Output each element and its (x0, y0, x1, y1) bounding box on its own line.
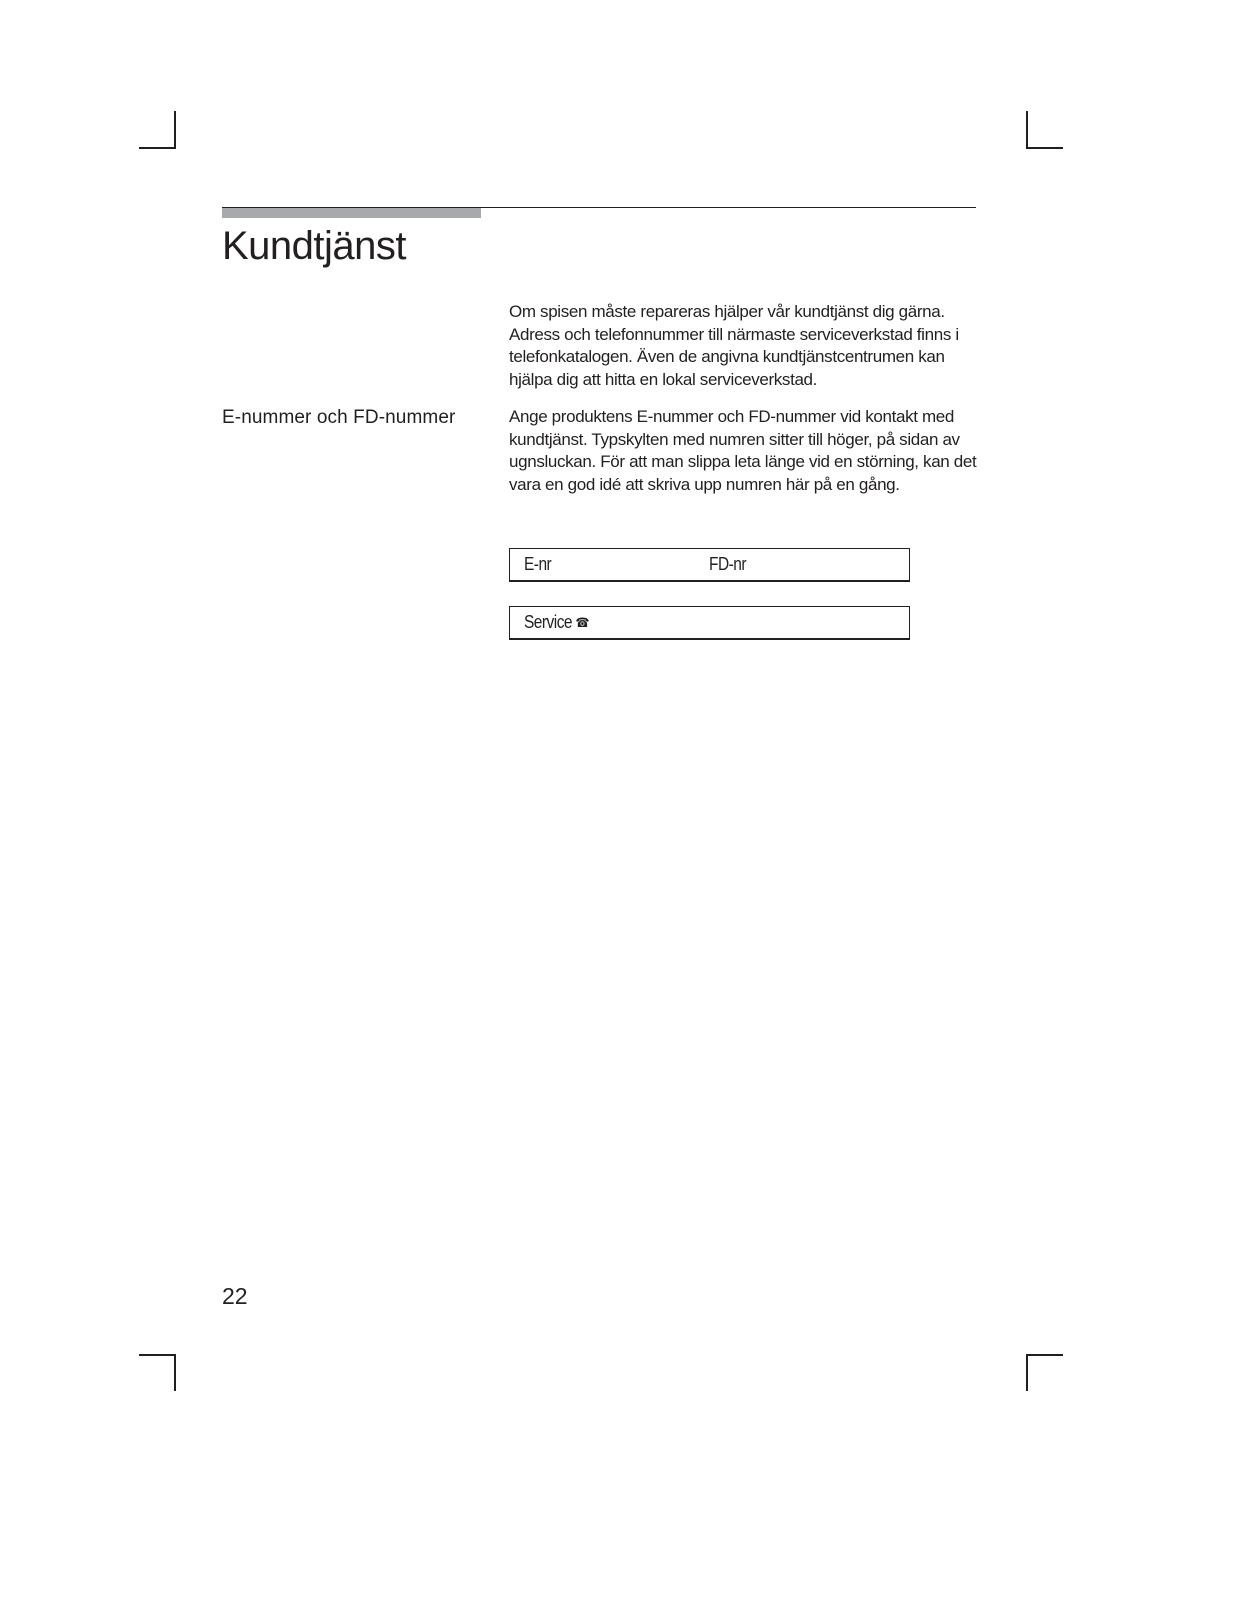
number-entry-box[interactable] (509, 548, 910, 582)
page-title: Kundtjänst (222, 224, 407, 268)
crop-mark (1026, 1354, 1028, 1391)
crop-mark (174, 111, 176, 148)
crop-mark (1026, 111, 1028, 148)
crop-mark (1026, 1354, 1063, 1356)
crop-mark (1026, 147, 1063, 149)
intro-paragraph: Om spisen måste repareras hjälper vår kundtjänst dig gärna. Adress och telefonnummer till närmaste serviceverkstad finns i telefonkatalogen. Även de angivna kundtjänstcentrumen kan hjälpa dig att hitta en lokal serviceverkstad. (509, 302, 959, 389)
crop-mark (174, 1354, 176, 1391)
crop-mark (139, 1354, 176, 1356)
crop-mark (139, 147, 176, 149)
fdnr-label: FD-nr (709, 554, 746, 574)
service-entry-box[interactable] (509, 606, 910, 640)
section-heading: E-nummer och FD-nummer (222, 407, 456, 428)
page-number: 22 (222, 1283, 248, 1309)
service-label: Service (524, 612, 573, 632)
enr-label: E-nr (524, 554, 552, 574)
phone-icon: ☎ (575, 615, 589, 630)
header-accent-bar (222, 208, 481, 218)
service-label-group (524, 612, 589, 633)
section-paragraph: Ange produktens E-nummer och FD-nummer vid kontakt med kundtjänst. Typskylten med numren sitter till höger, på sidan av ugnsluckan. För att man slippa leta länge vid en störning, kan det vara en god idé att skriva upp numren här på en gång. (509, 407, 977, 494)
